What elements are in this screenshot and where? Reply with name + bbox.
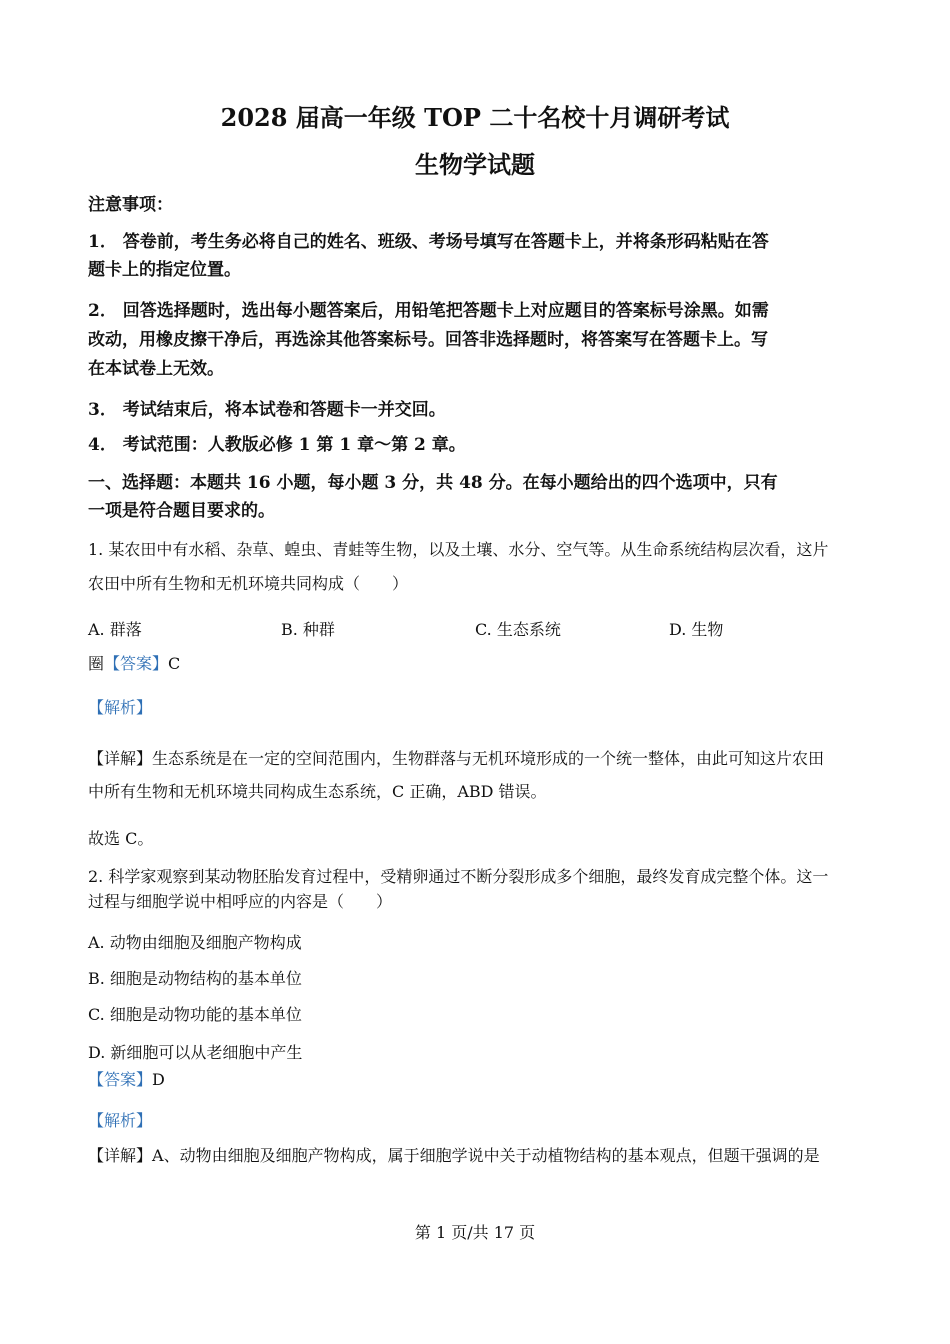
q1-stem: 1. 某农田中有水稻、杂草、蝗虫、青蛙等生物，以及土壤、水分、空气等。从生命系统结构层次看，这片 — [88, 540, 829, 559]
q1-option-d-cont: 圈 — [88, 654, 105, 673]
q2-detail-text: A、动物由细胞及细胞产物构成，属于细胞学说中关于动植物结构的基本观点，但题干强调的是 — [152, 1146, 820, 1165]
page-title: 2028 届高一年级 TOP 二十名校十月调研考试 — [220, 103, 730, 132]
section-heading: 一、选择题：本题共 16 小题，每小题 3 分，共 48 分。在每小题给出的四个选项中，只有 — [88, 473, 778, 493]
q2-detail-label: 【详解】 — [88, 1146, 153, 1165]
q2-option-d: D. 新细胞可以从老细胞中产生 — [88, 1043, 303, 1062]
q2-stem-cont: 过程与细胞学说中相呼应的内容是（ ） — [88, 892, 393, 911]
q1-analysis-label: 【解析】 — [88, 698, 153, 717]
q2-answer-line — [88, 1067, 165, 1090]
q2-option-c: C. 细胞是动物功能的基本单位 — [88, 1005, 302, 1024]
q1-answer-label: 【答案】 — [104, 654, 169, 673]
notice-heading: 注意事项： — [88, 195, 173, 215]
notice-item-2-cont2: 在本试卷上无效。 — [88, 359, 224, 379]
q1-option-a: A. 群落 — [88, 620, 142, 639]
page-number: 第 1 页/共 17 页 — [414, 1223, 536, 1242]
notice-item-2: 2． 回答选择题时，选出每小题答案后，用铅笔把答题卡上对应题目的答案标号涂黑。如需 — [88, 301, 769, 321]
q2-detail — [88, 1143, 820, 1166]
q2-option-b: B. 细胞是动物结构的基本单位 — [88, 969, 302, 988]
q1-answer-value: C — [168, 654, 181, 673]
notice-item-1-cont: 题卡上的指定位置。 — [88, 260, 241, 280]
q1-detail — [88, 746, 824, 769]
notice-item-1: 1． 答卷前，考生务必将自己的姓名、班级、考场号填写在答题卡上，并将条形码粘贴在答 — [88, 232, 769, 252]
notice-item-4: 4． 考试范围：人教版必修 1 第 1 章～第 2 章。 — [88, 435, 466, 455]
q2-answer-value: D — [152, 1070, 165, 1089]
q2-analysis-label: 【解析】 — [88, 1111, 153, 1130]
notice-item-2-cont: 改动，用橡皮擦干净后，再选涂其他答案标号。回答非选择题时，将答案写在答题卡上。写 — [88, 330, 768, 350]
notice-item-3: 3． 考试结束后，将本试卷和答题卡一并交回。 — [88, 400, 446, 420]
q2-answer-label: 【答案】 — [88, 1070, 153, 1089]
q2-option-a: A. 动物由细胞及细胞产物构成 — [88, 933, 302, 952]
q1-detail-label: 【详解】 — [88, 749, 153, 768]
section-heading-cont: 一项是符合题目要求的。 — [88, 501, 275, 521]
q1-option-b: B. 种群 — [281, 620, 335, 639]
q1-stem-cont: 农田中所有生物和无机环境共同构成（ ） — [88, 574, 409, 593]
q1-option-d: D. 生物 — [669, 620, 724, 639]
q1-answer-line — [88, 651, 180, 674]
page-subtitle: 生物学试题 — [415, 150, 535, 179]
q1-detail-cont: 中所有生物和无机环境共同构成生态系统，C 正确，ABD 错误。 — [88, 782, 547, 801]
q1-option-c: C. 生态系统 — [475, 620, 561, 639]
q1-conclusion: 故选 C。 — [88, 829, 154, 848]
q1-detail-text: 生态系统是在一定的空间范围内，生物群落与无机环境形成的一个统一整体，由此可知这片农田 — [152, 749, 825, 768]
q2-stem: 2. 科学家观察到某动物胚胎发育过程中，受精卵通过不断分裂形成多个细胞，最终发育成完整个体。这一 — [88, 867, 829, 886]
